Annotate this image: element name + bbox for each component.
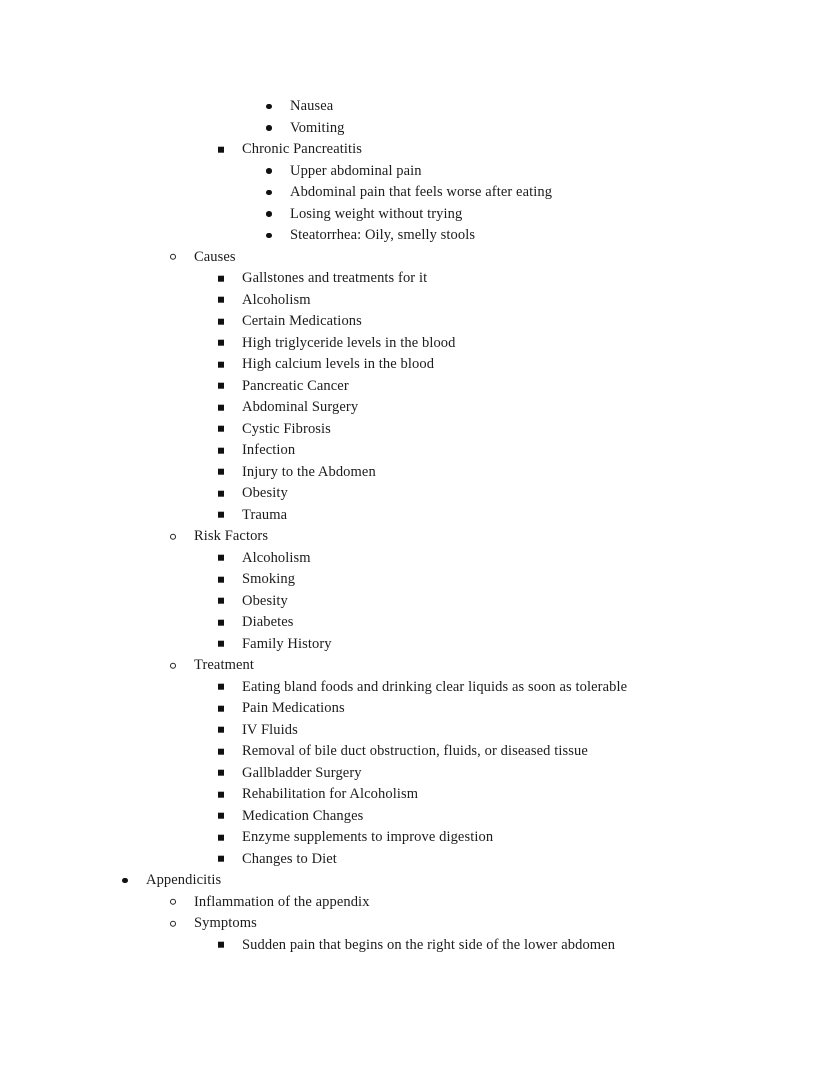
bullet-square-icon [218,641,224,647]
bullet-square-icon [218,748,224,754]
list-item-text: Appendicitis [146,872,222,888]
bullet-square-icon [218,318,224,324]
list-item-text: Risk Factors [194,528,269,544]
list-item [0,935,828,957]
list-item-text: Upper abdominal pain [290,162,422,179]
bullet-disc-icon [266,211,272,217]
list-item-text: Chronic Pancreatitis [242,141,362,157]
list-item [0,806,828,828]
bullet-square-icon [218,426,224,432]
list-item [0,569,828,591]
bullet-disc-icon [266,104,272,110]
list-item [0,634,828,656]
bullet-square-icon [218,383,224,389]
list-item [0,784,828,806]
list-item [0,354,828,376]
list-item [0,333,828,355]
list-item [0,247,828,269]
list-item [0,505,828,527]
bullet-square-icon [218,856,224,862]
list-item [0,655,828,677]
bullet-circle-icon [170,920,176,926]
list-item-text: Inflammation of the appendix [194,893,370,910]
list-item [0,548,828,570]
list-item-text: Steatorrhea: Oily, smelly stools [290,227,476,243]
list-item-text: High calcium levels in the blood [242,356,435,372]
list-item-text: Obesity [242,485,288,501]
list-item [0,139,828,161]
bullet-square-icon [218,512,224,518]
list-item-text: Symptoms [194,915,257,931]
list-item-text: Trauma [242,506,288,523]
list-item-text: Gallbladder Surgery [242,764,362,781]
list-item [0,892,828,914]
bullet-square-icon [218,490,224,496]
list-item [0,204,828,226]
list-item-text: Alcoholism [242,549,311,566]
list-item [0,677,828,699]
list-item-text: Alcoholism [242,291,311,308]
list-item [0,591,828,613]
list-item [0,698,828,720]
list-item [0,612,828,634]
list-item-text: Medication Changes [242,807,364,824]
list-item [0,376,828,398]
bullet-disc-icon [266,190,272,196]
bullet-square-icon [218,469,224,475]
bullet-disc-icon [266,233,272,239]
list-item-text: Enzyme supplements to improve digestion [242,829,494,845]
list-item-text: Pancreatic Cancer [242,377,349,394]
list-item-text: Pain Medications [242,700,345,716]
list-item-text: Family History [242,635,332,652]
list-item-text: Abdominal Surgery [242,399,359,415]
list-item [0,741,828,763]
bullet-square-icon [218,942,224,948]
list-item-text: Cystic Fibrosis [242,420,331,437]
list-item [0,827,828,849]
list-item-text: Diabetes [242,614,294,630]
bullet-circle-icon [170,899,176,905]
bullet-square-icon [218,297,224,303]
list-item [0,397,828,419]
bullet-disc-icon [122,878,128,884]
bullet-square-icon [218,727,224,733]
bullet-square-icon [218,813,224,819]
list-item-text: Removal of bile duct obstruction, fluids, or diseased tissue [242,743,588,759]
list-item-text: Smoking [242,571,296,587]
list-item-text: Certain Medications [242,313,362,329]
list-item-text: IV Fluids [242,721,298,738]
list-item [0,419,828,441]
bullet-square-icon [218,340,224,346]
list-item-text: Changes to Diet [242,850,337,867]
bullet-circle-icon [170,662,176,668]
list-item-text: Eating bland foods and drinking clear liquids as soon as tolerable [242,678,628,695]
bullet-square-icon [218,684,224,690]
list-item-text: Causes [194,248,236,265]
bullet-square-icon [218,834,224,840]
list-item [0,462,828,484]
bullet-square-icon [218,619,224,625]
bullet-circle-icon [170,254,176,260]
list-item [0,268,828,290]
bullet-square-icon [218,361,224,367]
list-item [0,182,828,204]
list-item-text: Losing weight without trying [290,205,463,222]
list-item-text: Nausea [290,98,334,114]
list-item [0,720,828,742]
list-item [0,311,828,333]
list-item [0,290,828,312]
list-item-text: Obesity [242,592,288,609]
list-item-text: Sudden pain that begins on the right side of the lower abdomen [242,936,616,953]
list-item-text: Infection [242,442,296,458]
bullet-square-icon [218,146,224,152]
list-item-text: Vomiting [290,119,345,136]
list-item [0,96,828,118]
bullet-square-icon [218,555,224,561]
bullet-square-icon [218,770,224,776]
list-item-text: Injury to the Abdomen [242,463,376,480]
list-item [0,118,828,140]
bullet-square-icon [218,404,224,410]
bullet-square-icon [218,598,224,604]
list-item [0,849,828,871]
bullet-square-icon [218,705,224,711]
list-item [0,763,828,785]
list-item-text: High triglyceride levels in the blood [242,334,456,351]
list-item [0,913,828,935]
list-item [0,440,828,462]
list-item-text: Abdominal pain that feels worse after eating [290,184,553,200]
bullet-circle-icon [170,533,176,539]
list-item-text: Treatment [194,657,254,673]
bullet-square-icon [218,275,224,281]
list-item [0,870,828,892]
list-item [0,225,828,247]
list-item [0,161,828,183]
list-item-text: Rehabilitation for Alcoholism [242,786,419,802]
bullet-disc-icon [266,125,272,131]
list-item [0,483,828,505]
bullet-square-icon [218,447,224,453]
bullet-disc-icon [266,168,272,174]
bullet-square-icon [218,576,224,582]
bullet-square-icon [218,791,224,797]
list-item [0,526,828,548]
list-item-text: Gallstones and treatments for it [242,270,428,286]
